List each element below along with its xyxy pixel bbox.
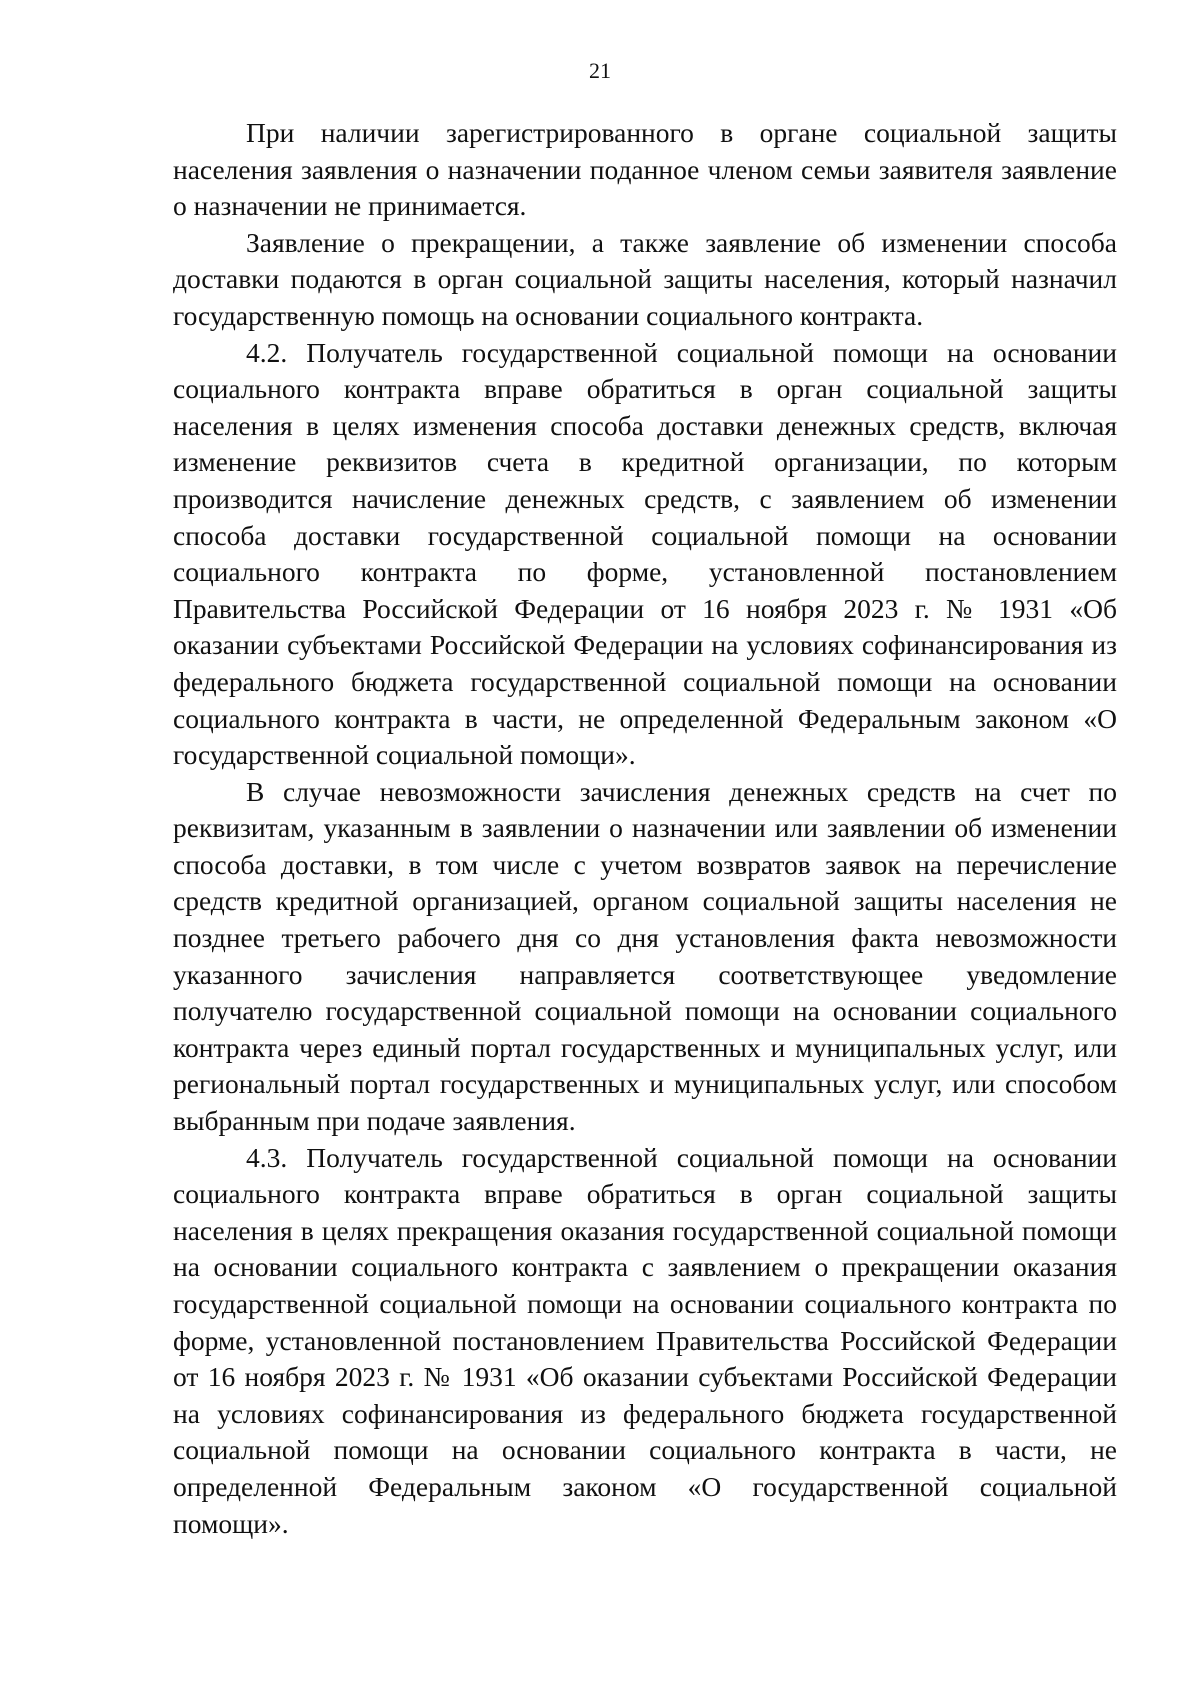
- paragraph-4-3: 4.3. Получатель государственной социальной помощи на основании социального контракта вправе обратиться в орган социальной защиты населения в целях прекращения оказания государственной социальной помощи на основании социального контракта с заявлением о прекращении оказания государственной социальной помощи на основании социального контракта по форме, установленной постановлением Правительства Российской Федерации от 16 ноября 2023 г. № 1931 «Об оказании субъектами Российской Федерации на условиях софинансирования из федерального бюджета государственной социальной помощи на основании социального контракта в части, не определенной Федеральным законом «О государственной социальной помощи».: [173, 1141, 1117, 1539]
- page-number: 21: [589, 58, 611, 83]
- paragraph-crediting-impossible: В случае невозможности зачисления денежных средств на счет по реквизитам, указанным в заявлении о назначении или заявлении об изменении способа доставки, в том числе с учетом возвратов заявок на перечисление средств кредитной организацией, органом социальной защиты населения не позднее третьего рабочего дня со дня установления факта невозможности указанного зачисления направляется соответствующее уведомление получателю государственной социальной помощи на основании социального контракта через единый портал государственных и муниципальных услуг, или региональный портал государственных и муниципальных услуг, или способом выбранным при подаче заявления.: [173, 775, 1117, 1137]
- paragraph-4-2: 4.2. Получатель государственной социальной помощи на основании социального контракта вправе обратиться в орган социальной защиты населения в целях изменения способа доставки денежных средств, включая изменение реквизитов счета в кредитной организации, по которым производится начисление денежных средств, с заявлением об изменении способа доставки государственной социальной помощи на основании социального контракта по форме, установленной постановлением Правительства Российской Федерации от 16 ноября 2023 г. № 1931 «Об оказании субъектами Российской Федерации на условиях софинансирования из федерального бюджета государственной социальной помощи на основании социального контракта в части, не определенной Федеральным законом «О государственной социальной помощи».: [173, 336, 1117, 771]
- paragraph-termination-application: Заявление о прекращении, а также заявление об изменении способа доставки подаются в орган социальной защиты населения, который назначил государственную помощь на основании социального контракта.: [173, 226, 1117, 331]
- document-body: [173, 115, 1117, 1542]
- paragraph-registered-application: При наличии зарегистрированного в органе социальной защиты населения заявления о назначении поданное членом семьи заявителя заявление о назначении не принимается.: [173, 117, 1117, 222]
